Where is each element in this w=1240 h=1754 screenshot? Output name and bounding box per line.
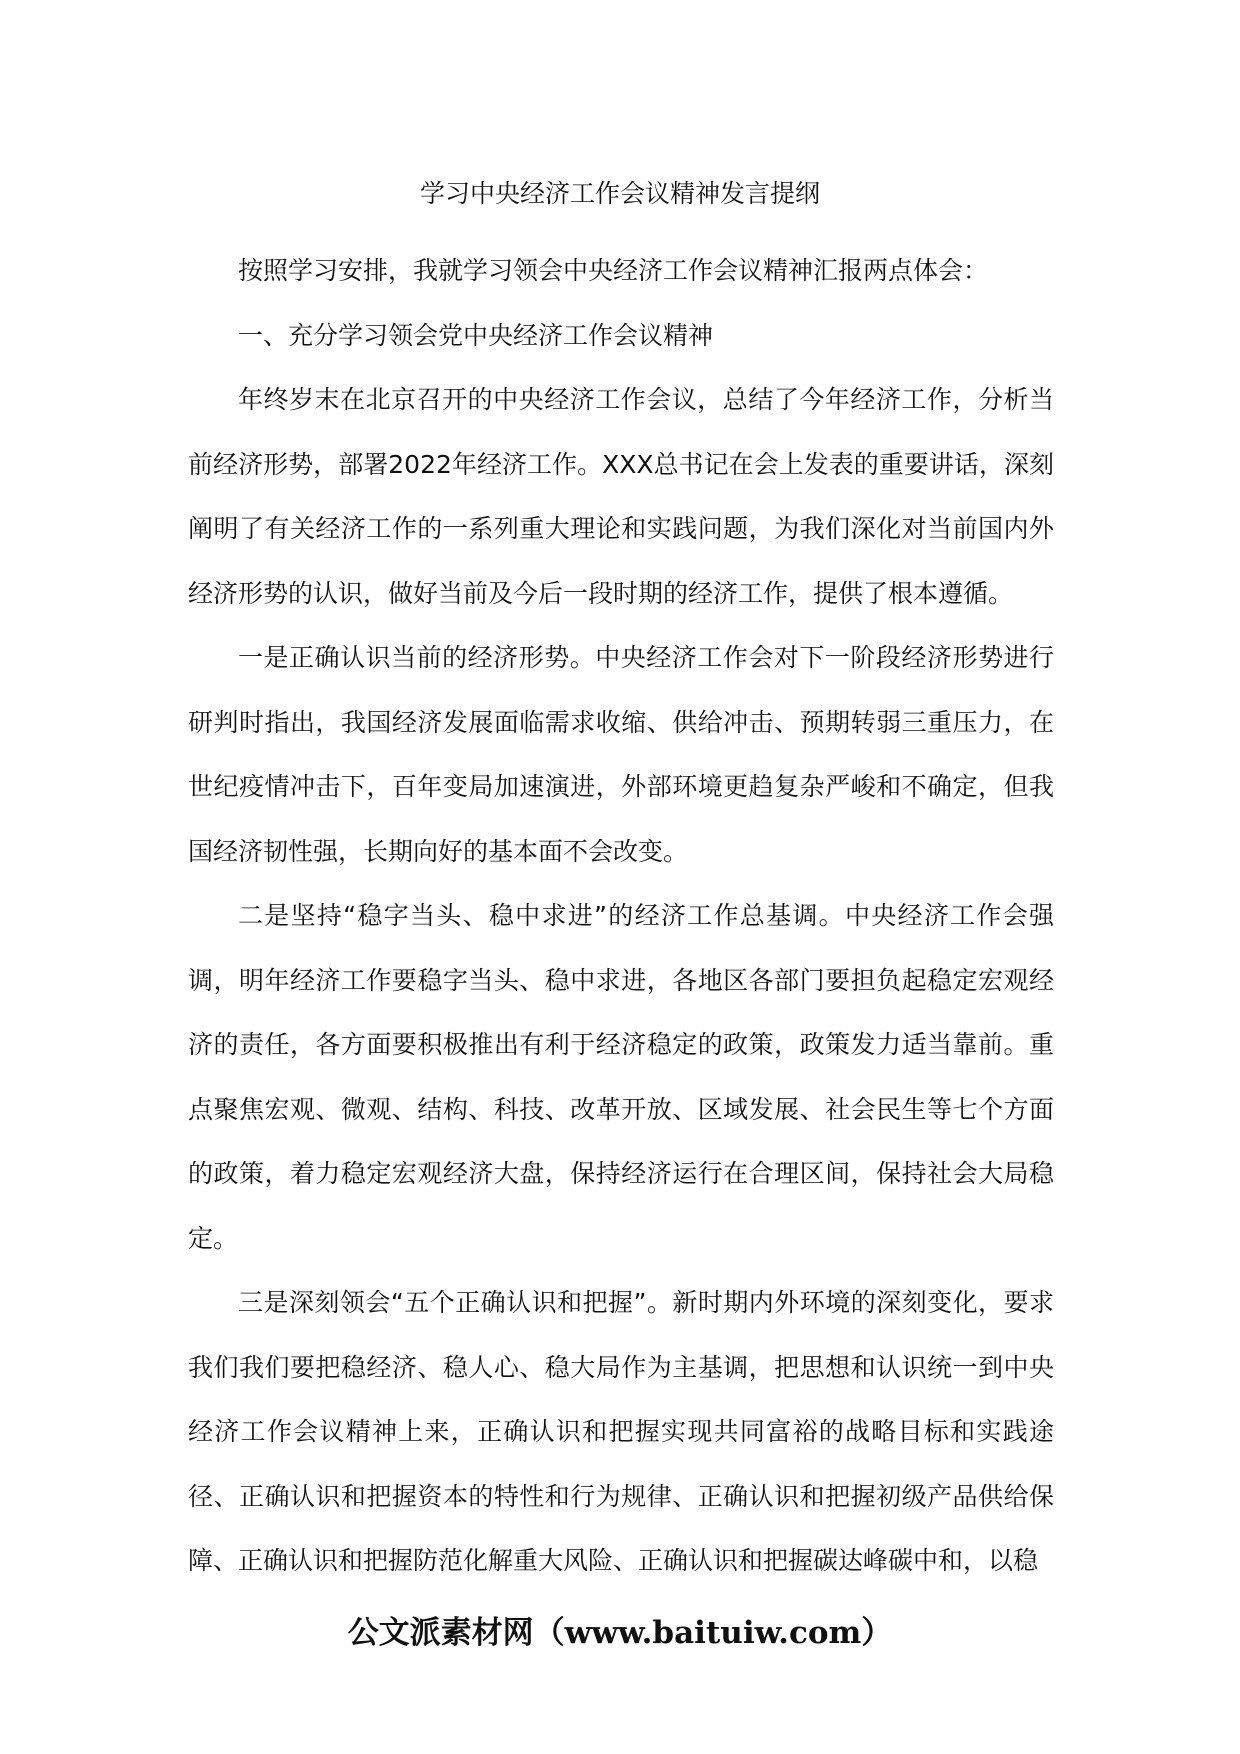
paragraph-point-1: 一是正确认识当前的经济形势。中央经济工作会对下一阶段经济形势进行研判时指出，我国经济发展面临需求收缩、供给冲击、预期转弱三重压力，在世纪疫情冲击下，百年变局加速演进，外部环境更趋复杂严峻和不确定，但我国经济韧性强，长期向好的基本面不会改变。 bbox=[188, 643, 1054, 866]
document-title: 学习中央经济工作会议精神发言提纲 bbox=[419, 179, 820, 208]
paragraph-point-2: 二是坚持“稳字当头、稳中求进”的经济工作总基调。中央经济工作会强调，明年经济工作要稳字当头、稳中求进，各地区各部门要担负起稳定宏观经济的责任，各方面要积极推出有利于经济稳定的政策，政策发力适当靠前。重点聚焦宏观、微观、结构、科技、改革开放、区域发展、社会民生等七个方面的政策，着力稳定宏观经济大盘，保持经济运行在合理区间，保持社会大局稳定。 bbox=[188, 901, 1054, 1253]
paragraph-point-3: 三是深刻领会“五个正确认识和把握”。新时期内外环境的深刻变化，要求我们我们要把稳经济、稳人心、稳大局作为主基调，把思想和认识统一到中央经济工作会议精神上来，正确认识和把握实现共同富裕的战略目标和实践途径、正确认识和把握资本的特性和行为规律、正确认识和把握初级产品供给保障、正确认识和把握防范化解重大风险、正确认识和把握碳达峰碳中和，以稳 bbox=[188, 1288, 1054, 1575]
paragraph-overview: 年终岁末在北京召开的中央经济工作会议，总结了今年经济工作，分析当前经济形势，部署2022年经济工作。XXX总书记在会上发表的重要讲话，深刻阐明了有关经济工作的一系列重大理论和实践问题，为我们深化对当前国内外经济形势的认识，做好当前及今后一段时期的经济工作，提供了根本遵循。 bbox=[188, 385, 1054, 608]
document-body bbox=[188, 239, 1054, 1594]
paragraph-intro: 按照学习安排，我就学习领会中央经济工作会议精神汇报两点体会： bbox=[238, 256, 989, 285]
section-heading-1: 一、充分学习领会党中央经济工作会议精神 bbox=[238, 320, 714, 350]
footer-watermark: 公文派素材网（www.baituiw.com） bbox=[347, 1615, 893, 1651]
